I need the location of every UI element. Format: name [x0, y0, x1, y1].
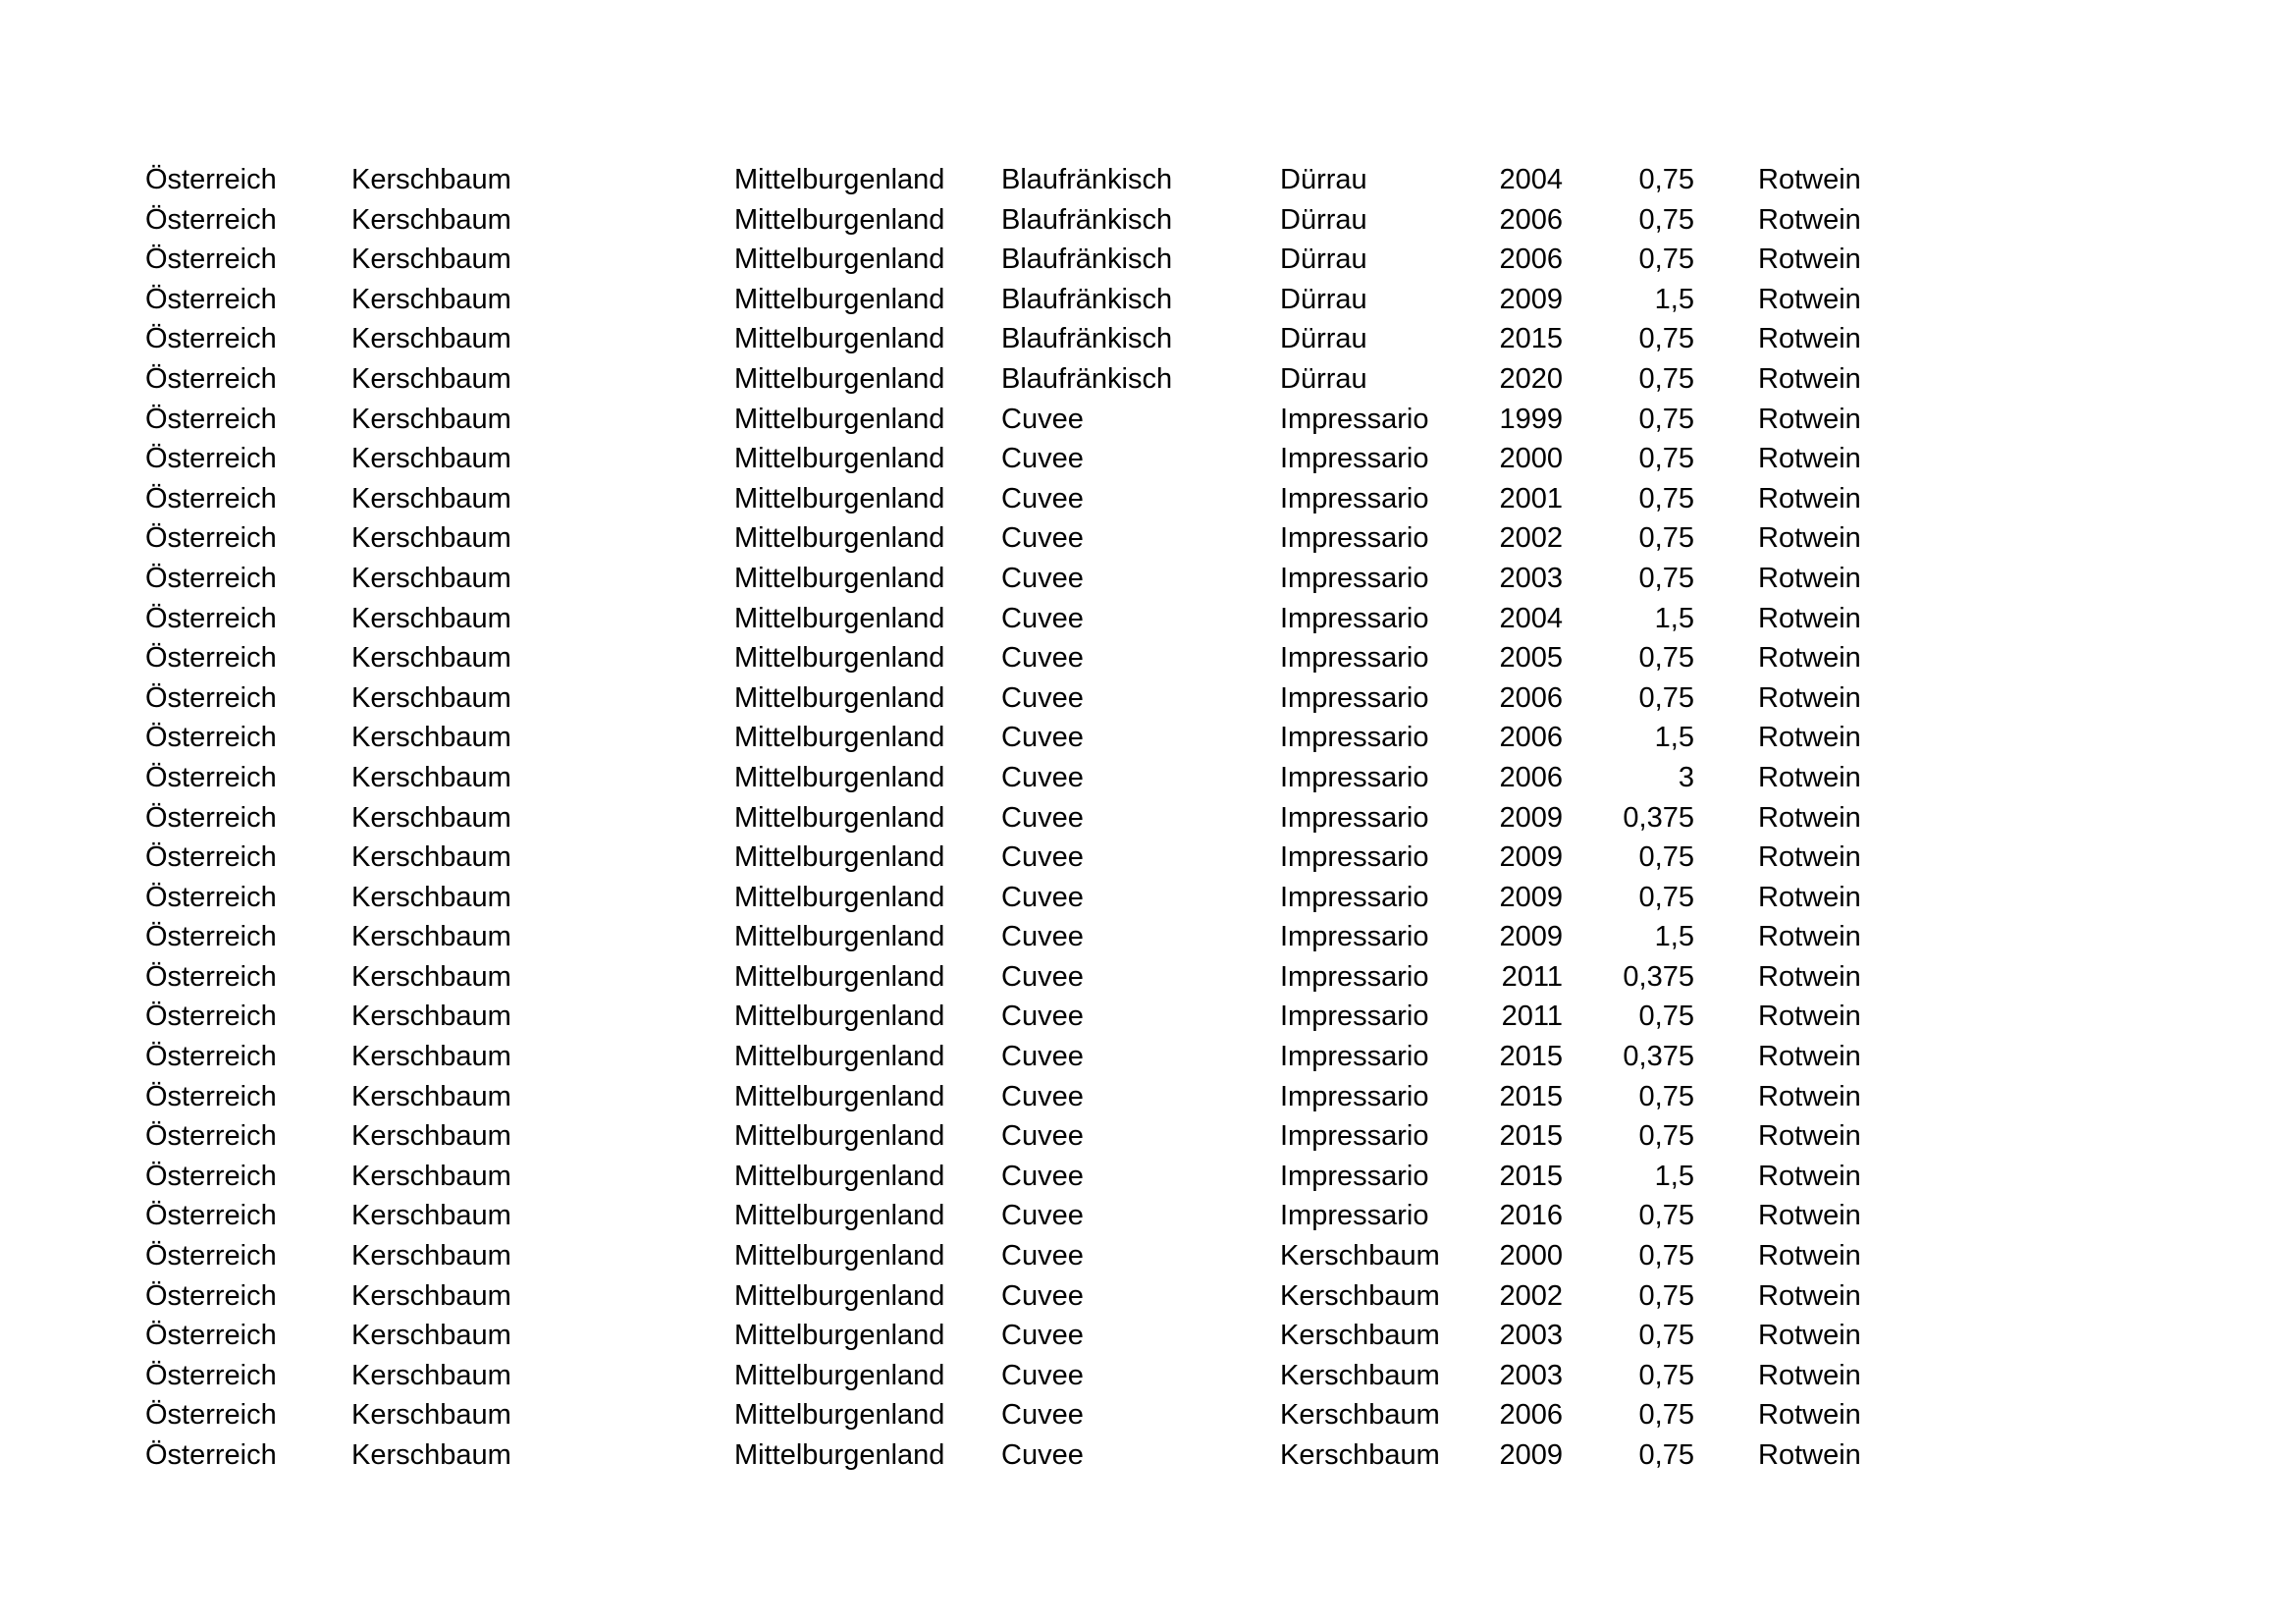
- bottle-size-cell: 0,375: [1623, 801, 1694, 834]
- variety-cell: Blaufränkisch: [1001, 164, 1173, 195]
- wine-name-cell: Kerschbaum: [1280, 1439, 1440, 1471]
- region-cell: Mittelburgenland: [734, 801, 945, 834]
- table-row: [0, 280, 2296, 320]
- wine-type-cell: Rotwein: [1758, 602, 1861, 634]
- region-cell: Mittelburgenland: [734, 1359, 945, 1391]
- table-row: [0, 1316, 2296, 1356]
- variety-cell: Cuvee: [1001, 1120, 1084, 1153]
- wine-type-cell: Rotwein: [1758, 244, 1861, 276]
- producer-cell: Kerschbaum: [351, 1001, 511, 1033]
- bottle-size-cell: 0,75: [1638, 482, 1694, 514]
- producer-cell: Kerschbaum: [351, 482, 511, 514]
- table-row: [0, 240, 2296, 280]
- wine-type-cell: Rotwein: [1758, 1439, 1861, 1471]
- country-cell: Österreich: [145, 283, 277, 315]
- wine-type-cell: Rotwein: [1758, 443, 1861, 475]
- table-row: [0, 518, 2296, 559]
- vintage-year-cell: 2006: [1499, 681, 1563, 714]
- wine-name-cell: Kerschbaum: [1280, 1399, 1440, 1432]
- variety-cell: Cuvee: [1001, 1200, 1084, 1232]
- wine-name-cell: Impressario: [1280, 921, 1429, 953]
- country-cell: Österreich: [145, 443, 277, 475]
- vintage-year-cell: 2015: [1499, 323, 1563, 355]
- table-row: [0, 1236, 2296, 1276]
- region-cell: Mittelburgenland: [734, 482, 945, 514]
- wine-type-cell: Rotwein: [1758, 1200, 1861, 1232]
- wine-name-cell: Impressario: [1280, 761, 1429, 793]
- country-cell: Österreich: [145, 841, 277, 874]
- bottle-size-cell: 0,75: [1638, 244, 1694, 276]
- wine-type-cell: Rotwein: [1758, 1359, 1861, 1391]
- variety-cell: Cuvee: [1001, 642, 1084, 675]
- variety-cell: Cuvee: [1001, 681, 1084, 714]
- table-row: [0, 997, 2296, 1037]
- wine-type-cell: Rotwein: [1758, 1279, 1861, 1312]
- table-row: [0, 200, 2296, 241]
- wine-name-cell: Impressario: [1280, 801, 1429, 834]
- wine-name-cell: Impressario: [1280, 722, 1429, 754]
- region-cell: Mittelburgenland: [734, 602, 945, 634]
- producer-cell: Kerschbaum: [351, 681, 511, 714]
- table-row: [0, 957, 2296, 998]
- region-cell: Mittelburgenland: [734, 681, 945, 714]
- variety-cell: Cuvee: [1001, 1080, 1084, 1112]
- producer-cell: Kerschbaum: [351, 403, 511, 435]
- variety-cell: Cuvee: [1001, 1399, 1084, 1432]
- wine-type-cell: Rotwein: [1758, 562, 1861, 594]
- country-cell: Österreich: [145, 164, 277, 195]
- wine-name-cell: Kerschbaum: [1280, 1320, 1440, 1352]
- country-cell: Österreich: [145, 761, 277, 793]
- table-row: [0, 718, 2296, 758]
- region-cell: Mittelburgenland: [734, 1160, 945, 1192]
- vintage-year-cell: 2006: [1499, 203, 1563, 236]
- producer-cell: Kerschbaum: [351, 602, 511, 634]
- country-cell: Österreich: [145, 1160, 277, 1192]
- table-row: [0, 798, 2296, 839]
- producer-cell: Kerschbaum: [351, 1160, 511, 1192]
- variety-cell: Blaufränkisch: [1001, 203, 1173, 236]
- wine-type-cell: Rotwein: [1758, 722, 1861, 754]
- region-cell: Mittelburgenland: [734, 1200, 945, 1232]
- wine-name-cell: Kerschbaum: [1280, 1240, 1440, 1272]
- bottle-size-cell: 0,75: [1638, 681, 1694, 714]
- vintage-year-cell: 2000: [1499, 1240, 1563, 1272]
- table-row: [0, 638, 2296, 678]
- country-cell: Österreich: [145, 681, 277, 714]
- bottle-size-cell: 1,5: [1654, 283, 1694, 315]
- region-cell: Mittelburgenland: [734, 761, 945, 793]
- vintage-year-cell: 2009: [1499, 841, 1563, 874]
- vintage-year-cell: 1999: [1499, 403, 1563, 435]
- producer-cell: Kerschbaum: [351, 362, 511, 395]
- table-row: [0, 1276, 2296, 1317]
- producer-cell: Kerschbaum: [351, 1041, 511, 1073]
- region-cell: Mittelburgenland: [734, 642, 945, 675]
- variety-cell: Cuvee: [1001, 921, 1084, 953]
- bottle-size-cell: 0,75: [1638, 881, 1694, 913]
- region-cell: Mittelburgenland: [734, 362, 945, 395]
- vintage-year-cell: 2003: [1499, 1320, 1563, 1352]
- wine-type-cell: Rotwein: [1758, 164, 1861, 195]
- table-row: [0, 917, 2296, 957]
- wine-name-cell: Impressario: [1280, 1120, 1429, 1153]
- wine-name-cell: Dürrau: [1280, 283, 1367, 315]
- country-cell: Österreich: [145, 602, 277, 634]
- variety-cell: Cuvee: [1001, 1279, 1084, 1312]
- bottle-size-cell: 0,75: [1638, 1080, 1694, 1112]
- region-cell: Mittelburgenland: [734, 203, 945, 236]
- producer-cell: Kerschbaum: [351, 1080, 511, 1112]
- region-cell: Mittelburgenland: [734, 921, 945, 953]
- vintage-year-cell: 2006: [1499, 761, 1563, 793]
- country-cell: Österreich: [145, 1001, 277, 1033]
- region-cell: Mittelburgenland: [734, 1320, 945, 1352]
- vintage-year-cell: 2009: [1499, 881, 1563, 913]
- wine-name-cell: Impressario: [1280, 1080, 1429, 1112]
- table-row: [0, 400, 2296, 440]
- region-cell: Mittelburgenland: [734, 562, 945, 594]
- table-row: [0, 1196, 2296, 1236]
- vintage-year-cell: 2003: [1499, 1359, 1563, 1391]
- producer-cell: Kerschbaum: [351, 1279, 511, 1312]
- variety-cell: Cuvee: [1001, 960, 1084, 993]
- table-row: [0, 1037, 2296, 1077]
- wine-name-cell: Dürrau: [1280, 203, 1367, 236]
- wine-type-cell: Rotwein: [1758, 642, 1861, 675]
- variety-cell: Cuvee: [1001, 522, 1084, 555]
- bottle-size-cell: 0,375: [1623, 960, 1694, 993]
- region-cell: Mittelburgenland: [734, 1399, 945, 1432]
- wine-name-cell: Impressario: [1280, 681, 1429, 714]
- vintage-year-cell: 2015: [1499, 1120, 1563, 1153]
- region-cell: Mittelburgenland: [734, 443, 945, 475]
- producer-cell: Kerschbaum: [351, 562, 511, 594]
- variety-cell: Cuvee: [1001, 403, 1084, 435]
- producer-cell: Kerschbaum: [351, 1399, 511, 1432]
- bottle-size-cell: 0,75: [1638, 1399, 1694, 1432]
- wine-name-cell: Impressario: [1280, 881, 1429, 913]
- vintage-year-cell: 2004: [1499, 602, 1563, 634]
- wine-name-cell: Kerschbaum: [1280, 1279, 1440, 1312]
- wine-name-cell: Impressario: [1280, 443, 1429, 475]
- country-cell: Österreich: [145, 1200, 277, 1232]
- wine-name-cell: Dürrau: [1280, 164, 1367, 195]
- country-cell: Österreich: [145, 244, 277, 276]
- variety-cell: Blaufränkisch: [1001, 244, 1173, 276]
- vintage-year-cell: 2005: [1499, 642, 1563, 675]
- variety-cell: Cuvee: [1001, 1439, 1084, 1471]
- variety-cell: Cuvee: [1001, 761, 1084, 793]
- vintage-year-cell: 2009: [1499, 1439, 1563, 1471]
- region-cell: Mittelburgenland: [734, 164, 945, 195]
- producer-cell: Kerschbaum: [351, 642, 511, 675]
- country-cell: Österreich: [145, 362, 277, 395]
- bottle-size-cell: 0,75: [1638, 362, 1694, 395]
- vintage-year-cell: 2015: [1499, 1160, 1563, 1192]
- region-cell: Mittelburgenland: [734, 244, 945, 276]
- variety-cell: Cuvee: [1001, 1359, 1084, 1391]
- producer-cell: Kerschbaum: [351, 443, 511, 475]
- vintage-year-cell: 2004: [1499, 164, 1563, 195]
- bottle-size-cell: 0,75: [1638, 1359, 1694, 1391]
- vintage-year-cell: 2000: [1499, 443, 1563, 475]
- wine-name-cell: Dürrau: [1280, 362, 1367, 395]
- table-row: [0, 758, 2296, 798]
- producer-cell: Kerschbaum: [351, 722, 511, 754]
- wine-type-cell: Rotwein: [1758, 761, 1861, 793]
- country-cell: Österreich: [145, 1399, 277, 1432]
- vintage-year-cell: 2020: [1499, 362, 1563, 395]
- wine-type-cell: Rotwein: [1758, 1160, 1861, 1192]
- vintage-year-cell: 2002: [1499, 522, 1563, 555]
- wine-type-cell: Rotwein: [1758, 1120, 1861, 1153]
- bottle-size-cell: 1,5: [1654, 921, 1694, 953]
- region-cell: Mittelburgenland: [734, 522, 945, 555]
- producer-cell: Kerschbaum: [351, 1359, 511, 1391]
- vintage-year-cell: 2015: [1499, 1041, 1563, 1073]
- bottle-size-cell: 3: [1678, 761, 1694, 793]
- vintage-year-cell: 2015: [1499, 1080, 1563, 1112]
- wine-type-cell: Rotwein: [1758, 1240, 1861, 1272]
- wine-name-cell: Impressario: [1280, 522, 1429, 555]
- country-cell: Österreich: [145, 562, 277, 594]
- producer-cell: Kerschbaum: [351, 1120, 511, 1153]
- wine-type-cell: Rotwein: [1758, 1001, 1861, 1033]
- region-cell: Mittelburgenland: [734, 403, 945, 435]
- country-cell: Österreich: [145, 960, 277, 993]
- producer-cell: Kerschbaum: [351, 164, 511, 195]
- wine-name-cell: Impressario: [1280, 1200, 1429, 1232]
- variety-cell: Cuvee: [1001, 1240, 1084, 1272]
- wine-type-cell: Rotwein: [1758, 681, 1861, 714]
- wine-type-cell: Rotwein: [1758, 323, 1861, 355]
- producer-cell: Kerschbaum: [351, 1240, 511, 1272]
- vintage-year-cell: 2009: [1499, 921, 1563, 953]
- wine-type-cell: Rotwein: [1758, 283, 1861, 315]
- wine-type-cell: Rotwein: [1758, 203, 1861, 236]
- table-row: [0, 878, 2296, 918]
- country-cell: Österreich: [145, 1359, 277, 1391]
- bottle-size-cell: 1,5: [1654, 1160, 1694, 1192]
- region-cell: Mittelburgenland: [734, 841, 945, 874]
- wine-type-cell: Rotwein: [1758, 881, 1861, 913]
- variety-cell: Cuvee: [1001, 602, 1084, 634]
- wine-name-cell: Impressario: [1280, 1160, 1429, 1192]
- producer-cell: Kerschbaum: [351, 921, 511, 953]
- country-cell: Österreich: [145, 1240, 277, 1272]
- producer-cell: Kerschbaum: [351, 960, 511, 993]
- bottle-size-cell: 1,5: [1654, 602, 1694, 634]
- table-row: [0, 1077, 2296, 1117]
- vintage-year-cell: 2009: [1499, 801, 1563, 834]
- variety-cell: Cuvee: [1001, 722, 1084, 754]
- country-cell: Österreich: [145, 323, 277, 355]
- vintage-year-cell: 2011: [1501, 960, 1563, 993]
- wine-name-cell: Impressario: [1280, 482, 1429, 514]
- bottle-size-cell: 0,75: [1638, 443, 1694, 475]
- producer-cell: Kerschbaum: [351, 761, 511, 793]
- region-cell: Mittelburgenland: [734, 1001, 945, 1033]
- bottle-size-cell: 0,75: [1638, 164, 1694, 195]
- producer-cell: Kerschbaum: [351, 881, 511, 913]
- producer-cell: Kerschbaum: [351, 1320, 511, 1352]
- bottle-size-cell: 0,375: [1623, 1041, 1694, 1073]
- vintage-year-cell: 2001: [1499, 482, 1563, 514]
- table-row: [0, 359, 2296, 400]
- country-cell: Österreich: [145, 881, 277, 913]
- country-cell: Österreich: [145, 1120, 277, 1153]
- country-cell: Österreich: [145, 522, 277, 555]
- bottle-size-cell: 1,5: [1654, 722, 1694, 754]
- vintage-year-cell: 2016: [1499, 1200, 1563, 1232]
- vintage-year-cell: 2006: [1499, 244, 1563, 276]
- wine-list-table: [0, 160, 2296, 1476]
- country-cell: Österreich: [145, 1320, 277, 1352]
- wine-type-cell: Rotwein: [1758, 921, 1861, 953]
- producer-cell: Kerschbaum: [351, 323, 511, 355]
- table-row: [0, 1395, 2296, 1435]
- wine-type-cell: Rotwein: [1758, 522, 1861, 555]
- bottle-size-cell: 0,75: [1638, 522, 1694, 555]
- variety-cell: Cuvee: [1001, 881, 1084, 913]
- variety-cell: Cuvee: [1001, 801, 1084, 834]
- bottle-size-cell: 0,75: [1638, 403, 1694, 435]
- wine-type-cell: Rotwein: [1758, 1320, 1861, 1352]
- wine-name-cell: Impressario: [1280, 602, 1429, 634]
- wine-type-cell: Rotwein: [1758, 362, 1861, 395]
- region-cell: Mittelburgenland: [734, 323, 945, 355]
- variety-cell: Cuvee: [1001, 443, 1084, 475]
- wine-type-cell: Rotwein: [1758, 403, 1861, 435]
- bottle-size-cell: 0,75: [1638, 1240, 1694, 1272]
- variety-cell: Blaufränkisch: [1001, 323, 1173, 355]
- country-cell: Österreich: [145, 921, 277, 953]
- country-cell: Österreich: [145, 403, 277, 435]
- table-row: [0, 838, 2296, 878]
- table-row: [0, 1435, 2296, 1476]
- producer-cell: Kerschbaum: [351, 203, 511, 236]
- bottle-size-cell: 0,75: [1638, 841, 1694, 874]
- wine-type-cell: Rotwein: [1758, 1080, 1861, 1112]
- wine-name-cell: Impressario: [1280, 403, 1429, 435]
- country-cell: Österreich: [145, 1279, 277, 1312]
- wine-name-cell: Kerschbaum: [1280, 1359, 1440, 1391]
- producer-cell: Kerschbaum: [351, 283, 511, 315]
- producer-cell: Kerschbaum: [351, 801, 511, 834]
- bottle-size-cell: 0,75: [1638, 1320, 1694, 1352]
- bottle-size-cell: 0,75: [1638, 323, 1694, 355]
- vintage-year-cell: 2006: [1499, 722, 1563, 754]
- region-cell: Mittelburgenland: [734, 1080, 945, 1112]
- table-row: [0, 1157, 2296, 1197]
- region-cell: Mittelburgenland: [734, 1120, 945, 1153]
- vintage-year-cell: 2002: [1499, 1279, 1563, 1312]
- bottle-size-cell: 0,75: [1638, 1279, 1694, 1312]
- variety-cell: Cuvee: [1001, 1320, 1084, 1352]
- wine-type-cell: Rotwein: [1758, 841, 1861, 874]
- producer-cell: Kerschbaum: [351, 1200, 511, 1232]
- wine-type-cell: Rotwein: [1758, 482, 1861, 514]
- producer-cell: Kerschbaum: [351, 522, 511, 555]
- bottle-size-cell: 0,75: [1638, 1120, 1694, 1153]
- country-cell: Österreich: [145, 722, 277, 754]
- country-cell: Österreich: [145, 203, 277, 236]
- producer-cell: Kerschbaum: [351, 1439, 511, 1471]
- variety-cell: Cuvee: [1001, 1041, 1084, 1073]
- region-cell: Mittelburgenland: [734, 1240, 945, 1272]
- table-row: [0, 319, 2296, 359]
- bottle-size-cell: 0,75: [1638, 1200, 1694, 1232]
- bottle-size-cell: 0,75: [1638, 562, 1694, 594]
- country-cell: Österreich: [145, 642, 277, 675]
- table-row: [0, 479, 2296, 519]
- table-row: [0, 678, 2296, 719]
- region-cell: Mittelburgenland: [734, 960, 945, 993]
- country-cell: Österreich: [145, 1041, 277, 1073]
- region-cell: Mittelburgenland: [734, 1279, 945, 1312]
- bottle-size-cell: 0,75: [1638, 203, 1694, 236]
- producer-cell: Kerschbaum: [351, 244, 511, 276]
- variety-cell: Blaufränkisch: [1001, 362, 1173, 395]
- vintage-year-cell: 2006: [1499, 1399, 1563, 1432]
- variety-cell: Cuvee: [1001, 1001, 1084, 1033]
- table-row: [0, 1116, 2296, 1157]
- variety-cell: Cuvee: [1001, 1160, 1084, 1192]
- wine-name-cell: Impressario: [1280, 1001, 1429, 1033]
- wine-name-cell: Impressario: [1280, 960, 1429, 993]
- wine-name-cell: Impressario: [1280, 562, 1429, 594]
- table-row: [0, 1356, 2296, 1396]
- region-cell: Mittelburgenland: [734, 1439, 945, 1471]
- vintage-year-cell: 2011: [1501, 1001, 1563, 1033]
- table-row: [0, 599, 2296, 639]
- region-cell: Mittelburgenland: [734, 1041, 945, 1073]
- variety-cell: Blaufränkisch: [1001, 283, 1173, 315]
- bottle-size-cell: 0,75: [1638, 1001, 1694, 1033]
- country-cell: Österreich: [145, 1080, 277, 1112]
- region-cell: Mittelburgenland: [734, 722, 945, 754]
- wine-type-cell: Rotwein: [1758, 801, 1861, 834]
- country-cell: Österreich: [145, 482, 277, 514]
- variety-cell: Cuvee: [1001, 482, 1084, 514]
- bottle-size-cell: 0,75: [1638, 642, 1694, 675]
- region-cell: Mittelburgenland: [734, 881, 945, 913]
- wine-name-cell: Impressario: [1280, 1041, 1429, 1073]
- wine-name-cell: Dürrau: [1280, 323, 1367, 355]
- wine-type-cell: Rotwein: [1758, 960, 1861, 993]
- table-row: [0, 160, 2296, 200]
- country-cell: Österreich: [145, 1439, 277, 1471]
- producer-cell: Kerschbaum: [351, 841, 511, 874]
- variety-cell: Cuvee: [1001, 562, 1084, 594]
- variety-cell: Cuvee: [1001, 841, 1084, 874]
- wine-name-cell: Dürrau: [1280, 244, 1367, 276]
- wine-type-cell: Rotwein: [1758, 1041, 1861, 1073]
- bottle-size-cell: 0,75: [1638, 1439, 1694, 1471]
- wine-name-cell: Impressario: [1280, 841, 1429, 874]
- vintage-year-cell: 2003: [1499, 562, 1563, 594]
- table-row: [0, 559, 2296, 599]
- country-cell: Österreich: [145, 801, 277, 834]
- wine-name-cell: Impressario: [1280, 642, 1429, 675]
- wine-type-cell: Rotwein: [1758, 1399, 1861, 1432]
- table-row: [0, 439, 2296, 479]
- vintage-year-cell: 2009: [1499, 283, 1563, 315]
- region-cell: Mittelburgenland: [734, 283, 945, 315]
